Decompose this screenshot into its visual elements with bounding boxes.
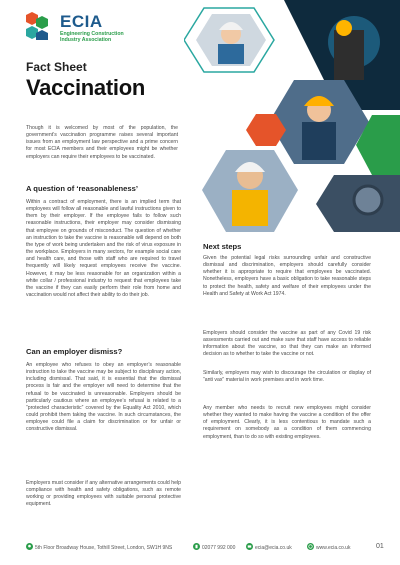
section-body-dismiss-alternatives: Employers must consider if any alternative arrangements could help compliance with health and safety obligations, such as remote working or providing employees with suitable personal protective equipment. <box>26 480 181 508</box>
footer-website[interactable]: www.ecia.co.uk <box>316 545 351 551</box>
brand-name: ECIA <box>60 12 103 31</box>
section-body-dismiss: An employee who refuses to obey an employer’s reasonable instruction to take the vaccine may be subject to disciplinary action, including dismissal. That said, it is essential that the dismissal process is fair and the employer will need to determine that the refusal to be vaccinated is unreasonable. Employers should be particularly cautious where an employee’s refusal is related to a “protected characteristic” covered by the Equality Act 2010, which could prohibit them taking the vaccine. In such circumstances, the employee could file a claim for discrimination or for unfair or constructive dismissal. <box>26 362 181 433</box>
section-heading-next-steps: Next steps <box>203 242 242 251</box>
next-steps-paragraph-3: Similarly, employers may wish to discourage the circulation or display of “anti vax” material in work premises and in work time. <box>203 370 371 384</box>
next-steps-paragraph-1: Given the potential legal risks surrounding unfair and constructive dismissal and discrimination, employers should carefully consider whether it is appropriate to require that employees be vaccinated. Nonetheless, employers have a basic obligation to take reasonable steps to protect the health, safety and welfare of their employees under the Health and Safety at Work Act 1974. <box>203 255 371 297</box>
footer-address: 5th Floor Broadway House, Tothill Street, London, SW1H 9NS <box>35 545 173 551</box>
next-steps-paragraph-4: Any member who needs to recruit new employees might consider whether they wanted to make having the vaccine a condition of the offer of employment. Clearly, it is less contentious to mandate such a requirement on somebody as a condition of them commencing employment, than to do so with existing employees. <box>203 405 371 440</box>
location-pin-icon <box>26 543 33 550</box>
section-heading-reasonableness: A question of ‘reasonableness’ <box>26 184 138 193</box>
brand-subtitle: Engineering Construction Industry Association <box>60 31 124 43</box>
page-number: 01 <box>376 543 384 550</box>
phone-icon <box>193 543 200 550</box>
hexagon-photo-collage <box>184 0 400 235</box>
ecia-logo <box>26 12 176 46</box>
ecia-logo-mark-icon <box>26 12 54 40</box>
page-title: Vaccination <box>26 75 145 100</box>
email-icon <box>246 543 253 550</box>
document-kicker: Fact Sheet <box>26 60 87 74</box>
section-heading-dismiss: Can an employer dismiss? <box>26 347 123 356</box>
footer-phone[interactable]: 02077 992 000 <box>202 545 236 551</box>
footer-email[interactable]: ecia@ecia.co.uk <box>255 545 292 551</box>
intro-paragraph: Though it is welcomed by most of the population, the government’s vaccination programme raises several important issues from an employment law perspective and a prime concern for most ECIA members and their employees might be whether employers can require their employees to be vaccinated. <box>26 125 178 160</box>
next-steps-paragraph-2: Employers should consider the vaccine as part of any Covid 19 risk assessments carried out and make sure that staff have access to reliable information about the vaccine, so that they can make an informed decision as to whether to take the vaccine or not. <box>203 330 371 358</box>
section-body-reasonableness: Within a contract of employment, there is an implied term that employees will follow all reasonable and lawful instructions given to them by their employer. If the employee fails to follow such reasonable instructions, their employer may consider dismissing that employee on grounds of misconduct. The question of whether an instruction to take the vaccine is reasonable will depend on both the type of work being undertaken and the risk of virus exposure in the workplace. Employers in many sectors, for example social care and health care, and those with staff who are required to travel frequently will likely request employees receive the vaccine. However, it may be less reasonable for an organization within a white collar / professional industry to request that employees take the vaccine if they can easily perform their role from home and vaccination would not affect their ability to do their job. <box>26 199 181 299</box>
globe-icon <box>307 543 314 550</box>
